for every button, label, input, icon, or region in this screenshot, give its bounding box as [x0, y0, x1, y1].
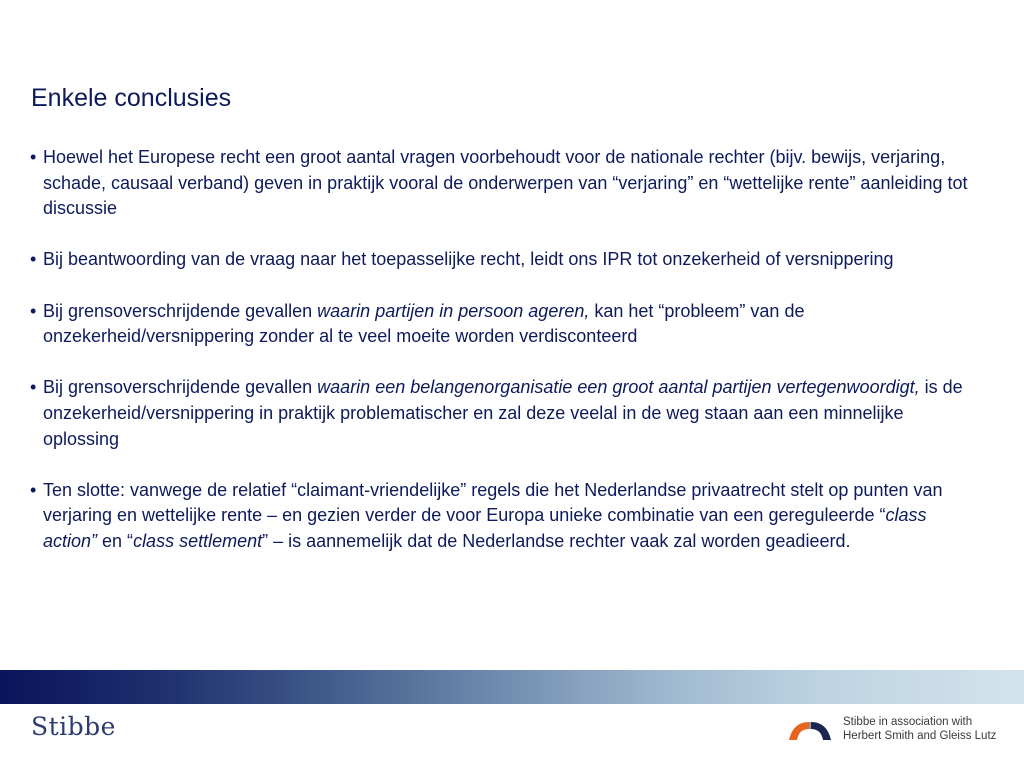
- bullet-text: en “: [97, 530, 134, 551]
- bullet-text: Ten slotte: vanwege de relatief “claimant-vriendelijke” regels die het Nederlandse privaatrecht stelt op punten van verjaring en wettelijke rente – en gezien verder de voor Europa unieke combinatie van een gereguleerde “: [43, 479, 943, 526]
- bullet-item: [30, 247, 970, 273]
- bullet-item: [30, 478, 970, 555]
- bullet-marker: •: [30, 479, 37, 500]
- bullet-italic-text: waarin een belangenorganisatie een groot aantal partijen vertegenwoordigt,: [317, 377, 920, 398]
- bullet-item: [30, 145, 970, 222]
- bullet-text: Hoewel het Europese recht een groot aantal vragen voorbehoudt voor de nationale rechter (bijv. bewijs, verjaring, schade, causaal verband) geven in praktijk vooral de onderwerpen van “verjaring” en “wettelijke rente” aanleiding tot discussie: [43, 147, 968, 219]
- arc-logo-icon: [787, 718, 835, 742]
- arc-navy: [811, 722, 831, 740]
- association-text: [843, 715, 996, 743]
- bullet-item: [30, 299, 970, 350]
- slide-title: Enkele conclusies: [31, 84, 232, 112]
- bullet-italic-text: class settlement: [133, 530, 263, 551]
- stibbe-logo: Stibbe: [31, 712, 116, 741]
- arc-orange: [789, 722, 809, 740]
- bullet-text: Bij beantwoording van de vraag naar het toepasselijke recht, leidt ons IPR tot onzekerheid of versnippering: [43, 249, 894, 270]
- footer-gradient-band: [0, 670, 1024, 704]
- association-line-2: Herbert Smith and Gleiss Lutz: [843, 730, 997, 742]
- bullet-text: is de onzekerheid/versnippering in praktijk problematischer en zal deze veelal in de weg staan aan een minnelijke oplossing: [43, 377, 963, 449]
- bullet-text: kan het “probleem” van de onzekerheid/versnippering zonder al te veel moeite worden verdisconteerd: [43, 300, 805, 347]
- bullet-marker: •: [30, 249, 37, 270]
- bullet-marker: •: [30, 147, 37, 167]
- bullet-italic-text: class action”: [43, 505, 927, 551]
- bullet-marker: •: [30, 300, 37, 321]
- bullet-italic-text: waarin partijen in persoon ageren,: [317, 300, 590, 321]
- bullet-text: ” – is aannemelijk dat de Nederlandse rechter vaak zal worden geadieerd.: [262, 530, 851, 551]
- arc-grey: [809, 722, 811, 729]
- bullet-item: [30, 375, 970, 452]
- bullet-text: Bij grensoverschrijdende gevallen: [43, 377, 318, 398]
- bullet-text: Bij grensoverschrijdende gevallen: [43, 300, 318, 321]
- association-line-1: Stibbe in association with: [843, 716, 973, 728]
- bullet-marker: •: [30, 377, 37, 398]
- bullet-list: [30, 145, 970, 580]
